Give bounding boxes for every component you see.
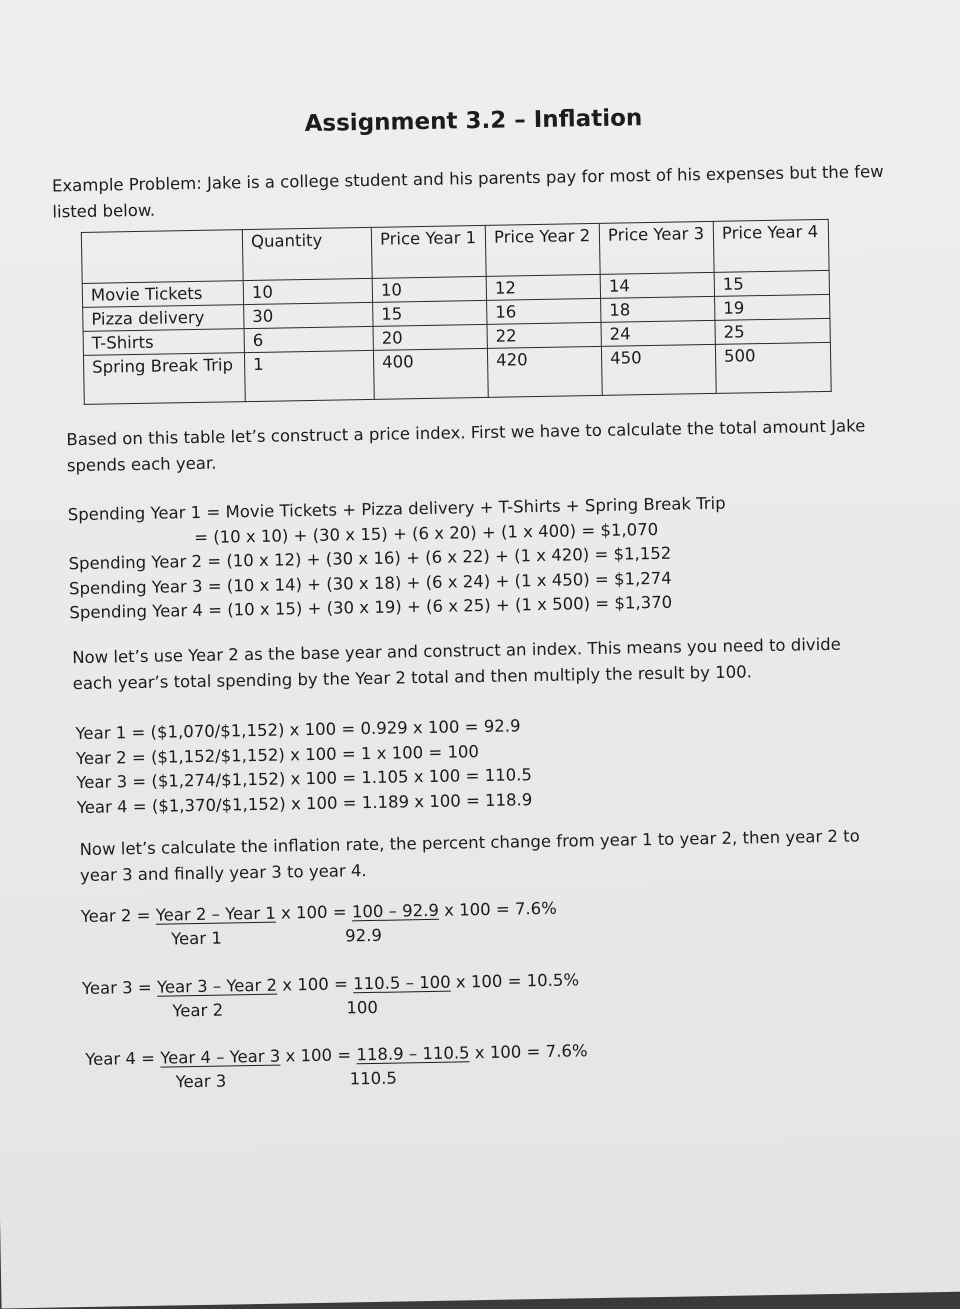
index-line: Year 2 = ($1,152/$1,152) x 100 = 1 x 100 = 100: [75, 741, 480, 768]
price-cell: 420: [487, 346, 602, 397]
price-cell: 20: [373, 324, 487, 350]
index-line: Year 1 = ($1,070/$1,152) x 100 = 0.929 x 100 = 92.9: [75, 716, 521, 744]
fraction-denominator: Year 3: [175, 1071, 227, 1092]
price-cell: 25: [715, 318, 830, 344]
spending-line: Spending Year 2 = (10 x 12) + (30 x 16) + (6 x 22) + (1 x 420) = $1,152: [68, 543, 672, 574]
spending-line: Spending Year 4 = (10 x 15) + (30 x 19) + (6 x 25) + (1 x 500) = $1,370: [69, 592, 673, 623]
inflation-year-2: [81, 895, 782, 955]
item-cell: Pizza delivery: [83, 305, 244, 332]
spending-line: Spending Year 1 = Movie Tickets + Pizza delivery + T-Shirts + Spring Break Trip: [67, 493, 726, 525]
quantity-cell: 10: [243, 278, 372, 304]
item-cell: T-Shirts: [83, 329, 244, 356]
fraction-numerator-values: 118.9 – 110.5: [356, 1043, 470, 1065]
quantity-cell: 30: [244, 302, 373, 328]
price-cell: 450: [601, 344, 716, 395]
index-line: Year 3 = ($1,274/$1,152) x 100 = 1.105 x 100 = 110.5: [76, 765, 533, 793]
price-table: [81, 219, 832, 405]
fraction-times: x 100 =: [276, 974, 354, 995]
fraction-numerator: Year 3 – Year 2: [156, 975, 278, 997]
fraction-label: Year 2 =: [80, 905, 156, 927]
page-title: Assignment 3.2 – Inflation: [304, 105, 643, 138]
fraction-result: x 100 = 7.6%: [438, 898, 557, 920]
fraction-times: x 100 =: [275, 902, 353, 923]
fraction-denominator-value: 100: [346, 997, 379, 1018]
fraction-numerator-values: 110.5 – 100: [352, 972, 451, 994]
price-cell: 24: [601, 320, 715, 346]
fraction-numerator: Year 4 – Year 3: [160, 1046, 281, 1068]
fraction-denominator-value: 110.5: [349, 1068, 398, 1089]
fraction-numerator: Year 2 – Year 1: [155, 903, 276, 925]
fraction-label: Year 3 =: [81, 977, 158, 999]
price-cell: 400: [373, 348, 488, 399]
spending-line: = (10 x 10) + (30 x 15) + (6 x 20) + (1 x 400) = $1,070: [193, 519, 659, 547]
price-cell: 15: [373, 300, 487, 326]
fraction-denominator-value: 92.9: [344, 925, 383, 946]
fraction-denominator: Year 1: [171, 928, 223, 949]
spending-line: Spending Year 3 = (10 x 14) + (30 x 18) + (6 x 24) + (1 x 450) = $1,274: [68, 568, 672, 598]
fraction-denominator: Year 2: [172, 1000, 224, 1021]
price-cell: 15: [714, 270, 829, 296]
header-cell: Price Year 4: [713, 219, 829, 272]
index-line: Year 4 = ($1,370/$1,152) x 100 = 1.189 x 100 = 118.9: [76, 789, 533, 817]
base-year-intro-text: Now let’s use Year 2 as the base year and construct an index. This means you need to divide each year’s total spending by the Year 2 total and then multiply the result by 100.: [72, 634, 841, 694]
price-cell: 18: [601, 296, 715, 322]
header-cell: Price Year 1: [371, 225, 486, 278]
header-cell: Quantity: [242, 227, 372, 280]
fraction-numerator-values: 100 – 92.9: [351, 900, 440, 922]
price-cell: 14: [600, 272, 714, 298]
price-cell: 500: [715, 342, 831, 393]
inflation-year-3: [82, 967, 783, 1027]
index-intro-text: Based on this table let’s construct a price index. First we have to calculate the total amount Jake spends each year.: [66, 416, 866, 476]
inflation-year-4: [85, 1038, 786, 1098]
item-cell: Movie Tickets: [82, 281, 243, 308]
price-cell: 22: [487, 322, 601, 348]
fraction-result: x 100 = 7.6%: [469, 1041, 588, 1063]
header-cell: Price Year 2: [485, 223, 600, 276]
spending-calculations: [68, 489, 870, 625]
inflation-intro-text: Now let’s calculate the inflation rate, the percent change from year 1 to year 2, then year 2 to year 3 and finally year 3 to year 4.: [79, 826, 860, 886]
quantity-cell: 1: [244, 350, 374, 401]
header-cell: [81, 230, 243, 284]
intro-text: Example Problem: Jake is a college student and his parents pay for most of his expenses but the few listed below.: [51, 161, 884, 222]
index-calculations: [75, 708, 877, 820]
price-cell: 12: [486, 274, 600, 300]
price-cell: 16: [487, 298, 601, 324]
fraction-times: x 100 =: [280, 1045, 357, 1066]
item-cell: Spring Break Trip: [83, 353, 245, 405]
fraction-label: Year 4 =: [85, 1048, 161, 1069]
fraction-result: x 100 = 10.5%: [450, 970, 580, 992]
price-cell: 19: [715, 294, 830, 320]
header-cell: Price Year 3: [599, 221, 714, 274]
quantity-cell: 6: [244, 326, 373, 352]
price-cell: 10: [372, 276, 486, 302]
